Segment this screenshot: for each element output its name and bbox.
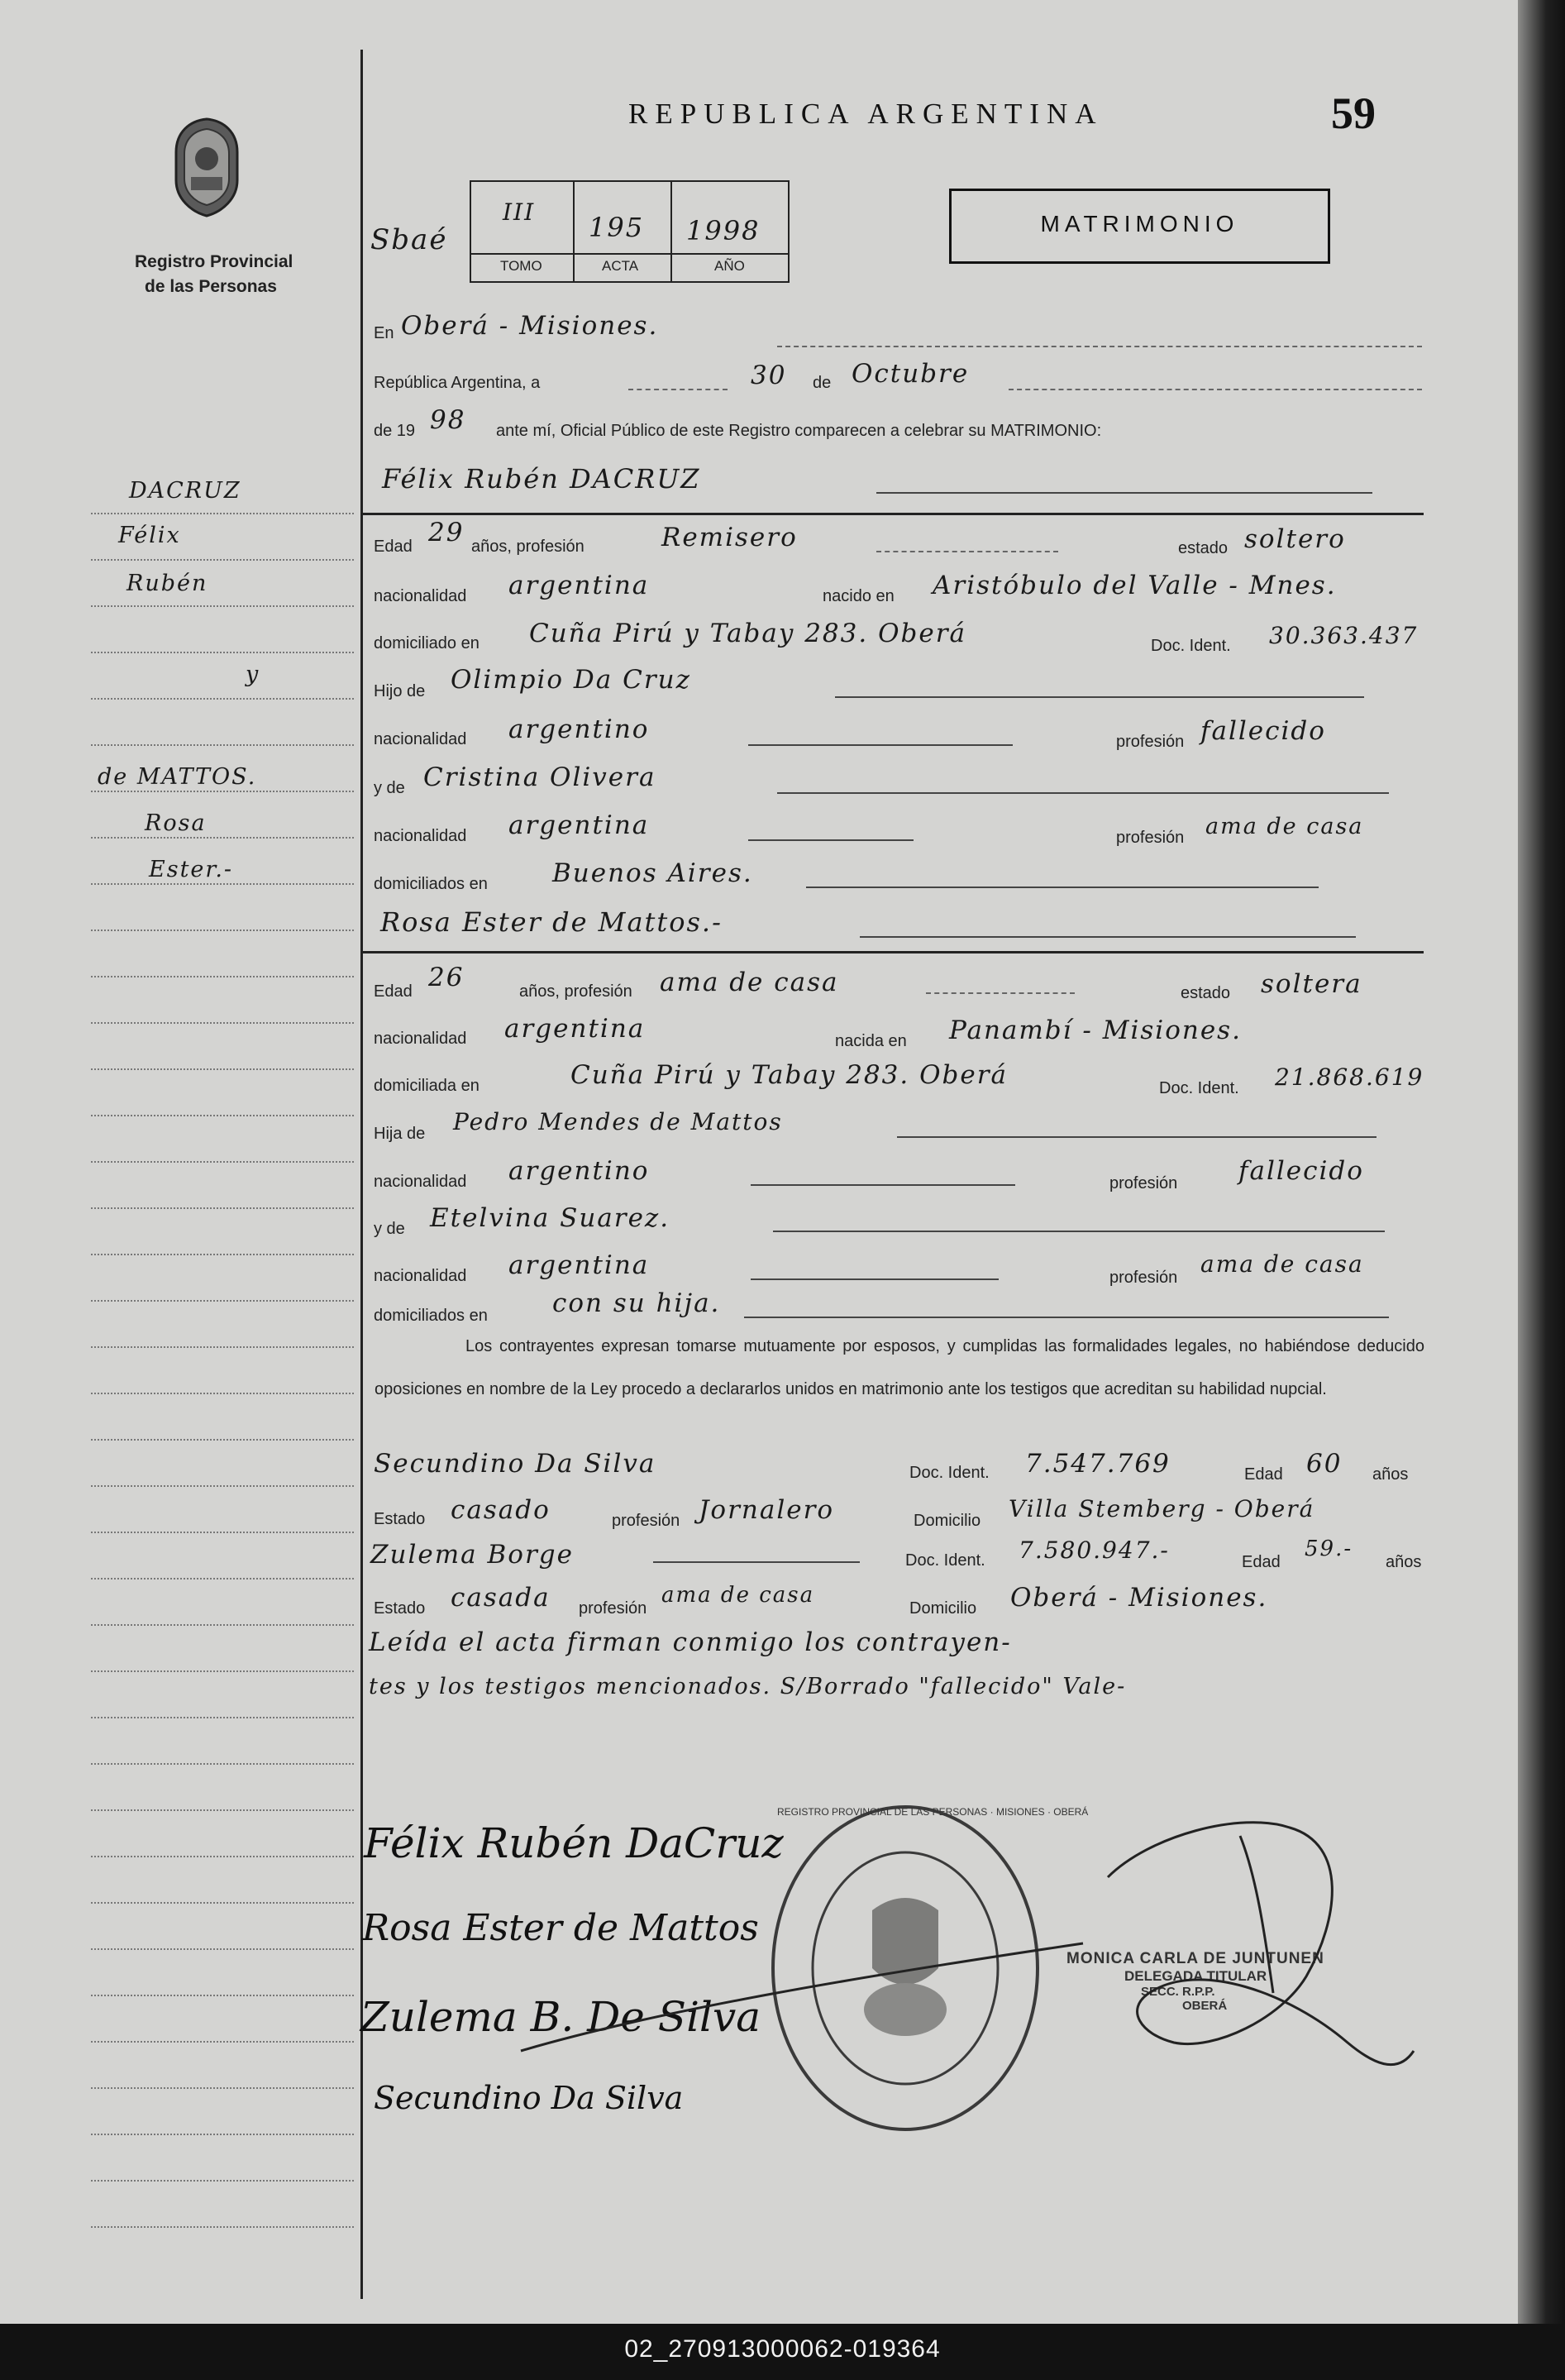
- witness2-profession: ama de casa: [661, 1583, 815, 1608]
- margin-ruled-line: [91, 837, 354, 839]
- margin-ruled-line: [91, 1207, 354, 1209]
- margin-ruled-line: [91, 1856, 354, 1857]
- bride-father-profession: fallecido: [1238, 1156, 1364, 1186]
- bride-doc-label: Doc. Ident.: [1159, 1079, 1239, 1097]
- groom-full-name: Félix Rubén DACRUZ: [382, 463, 701, 495]
- footer-id: 02_270913000062-019364: [624, 2335, 941, 2363]
- groom-parents-address-label: domiciliados en: [374, 875, 488, 893]
- registry-name-line1: Registro Provincial: [135, 252, 293, 271]
- witness1-profession: Jornalero: [699, 1495, 835, 1525]
- bride-father-profession-label: profesión: [1109, 1174, 1178, 1192]
- ano-label: AÑO: [714, 258, 745, 274]
- bride-father: Pedro Mendes de Mattos: [453, 1108, 783, 1135]
- bride-mother-label: y de: [374, 1220, 405, 1238]
- margin-ruled-line: [91, 744, 354, 746]
- bride-father-label: Hija de: [374, 1125, 426, 1143]
- acta-value: 195: [589, 212, 645, 243]
- witness2-status-label: Estado: [374, 1599, 426, 1618]
- margin-ruled-line: [91, 698, 354, 700]
- groom-age-label: Edad: [374, 538, 413, 556]
- initial-signature: Sbaé: [370, 223, 448, 256]
- bride-address-label: domiciliada en: [374, 1077, 480, 1095]
- margin-ruled-line: [91, 930, 354, 931]
- witness2-doc: 7.580.947.-: [1019, 1536, 1170, 1564]
- witness1-doc-label: Doc. Ident.: [909, 1464, 990, 1482]
- margin-ruled-line: [91, 1393, 354, 1394]
- bride-mother-profession: ama de casa: [1200, 1250, 1364, 1278]
- signature-flourish: [513, 1927, 1091, 2076]
- margin-rule: [360, 50, 363, 2299]
- witness1-address-label: Domicilio: [914, 1512, 981, 1530]
- witness1-status-label: Estado: [374, 1510, 426, 1528]
- groom-mother-nationality-label: nacionalidad: [374, 827, 467, 845]
- margin-ruled-line: [91, 1115, 354, 1116]
- witness1-age: 60: [1306, 1449, 1343, 1479]
- margin-ruled-line: [91, 1532, 354, 1533]
- signature-bride: Rosa Ester de Mattos: [362, 1907, 759, 1949]
- margin-ruled-line: [91, 2134, 354, 2135]
- closing-line-1: Leída el acta firman conmigo los contrayen-: [369, 1627, 1012, 1657]
- republica-label: República Argentina, a: [374, 374, 541, 392]
- declaration-text: Los contrayentes expresan tomarse mutuamente por esposos, y cumplidas las formalidades legales, no habiéndose deducido oposiciones en nombre de la Ley procedo a declararlos unidos en matrimonio ante los testigos que acreditan su habilidad nupcial.: [375, 1337, 1424, 1398]
- bride-mother-profession-label: profesión: [1109, 1269, 1178, 1287]
- bride-parents-address-label: domiciliados en: [374, 1307, 488, 1325]
- country-title: REPUBLICA ARGENTINA: [628, 98, 1104, 130]
- witness2-profession-label: profesión: [579, 1599, 647, 1618]
- bride-status-label: estado: [1181, 984, 1231, 1002]
- witness1-name: Secundino Da Silva: [374, 1449, 656, 1479]
- bride-nationality-label: nacionalidad: [374, 1030, 467, 1048]
- groom-doc: 30.363.437: [1269, 622, 1419, 649]
- groom-age: 29: [428, 518, 465, 547]
- year-suffix: 98: [430, 405, 466, 435]
- margin-ruled-line: [91, 1300, 354, 1302]
- record-type-box: [949, 189, 1330, 264]
- margin-ruled-line: [91, 652, 354, 653]
- official-title: DELEGADA TITULAR: [1124, 1968, 1267, 1984]
- footer-bar: [0, 2324, 1565, 2380]
- bride-birthplace-label: nacida en: [835, 1032, 907, 1050]
- intro-text: ante mí, Oficial Público de este Registro comparecen a celebrar su MATRIMONIO:: [496, 422, 1102, 440]
- margin-ruled-line: [91, 976, 354, 977]
- witness2-address-label: Domicilio: [909, 1599, 977, 1618]
- margin-ruled-line: [91, 2087, 354, 2089]
- groom-address: Cuña Pirú y Tabay 283. Oberá: [529, 619, 966, 648]
- margin-ruled-line: [91, 2180, 354, 2182]
- groom-profession-label: años, profesión: [471, 538, 584, 556]
- witness2-age: 59.-: [1305, 1536, 1353, 1561]
- record-type-label: MATRIMONIO: [1040, 211, 1239, 237]
- groom-status-label: estado: [1178, 539, 1229, 557]
- margin-ruled-line: [91, 513, 354, 514]
- bride-parents-address: con su hija.: [552, 1288, 721, 1318]
- bride-birthplace: Panambí - Misiones.: [949, 1016, 1242, 1045]
- bride-age: 26: [428, 963, 465, 992]
- provincial-seal-icon: [169, 116, 244, 219]
- margin-bride-surname: de MATTOS.: [98, 764, 257, 790]
- witness2-name: Zulema Borge: [370, 1540, 574, 1570]
- groom-status: soltero: [1244, 524, 1346, 554]
- signature-witness1: Secundino Da Silva: [374, 2080, 684, 2116]
- acta-label: ACTA: [602, 258, 639, 274]
- groom-mother-label: y de: [374, 779, 405, 797]
- ano-value: 1998: [686, 215, 761, 246]
- margin-ruled-line: [91, 1578, 354, 1579]
- de-label: de: [813, 374, 832, 392]
- month-value: Octubre: [852, 359, 970, 389]
- margin-ruled-line: [91, 1485, 354, 1487]
- groom-doc-label: Doc. Ident.: [1151, 637, 1231, 655]
- margin-ruled-line: [91, 1902, 354, 1904]
- groom-father-profession-label: profesión: [1116, 733, 1185, 751]
- groom-mother-profession: ama de casa: [1205, 814, 1364, 839]
- witness1-doc: 7.547.769: [1025, 1449, 1171, 1479]
- groom-profession: Remisero: [661, 523, 798, 552]
- witness1-age-label: Edad: [1244, 1465, 1283, 1484]
- bride-address: Cuña Pirú y Tabay 283. Oberá: [570, 1060, 1008, 1090]
- page-edge: [1518, 0, 1565, 2324]
- groom-birthplace: Aristóbulo del Valle - Mnes.: [933, 571, 1337, 600]
- round-seal-text: REGISTRO PROVINCIAL DE LAS PERSONAS · MISIONES · OBERÁ: [777, 1806, 1089, 1818]
- witness1-address: Villa Stemberg - Oberá: [1009, 1495, 1315, 1522]
- bride-status: soltera: [1261, 969, 1362, 999]
- tomo-label: TOMO: [500, 258, 542, 274]
- witness1-status: casado: [451, 1495, 551, 1525]
- witness1-years-label: años: [1372, 1465, 1409, 1484]
- groom-nationality-label: nacionalidad: [374, 587, 467, 605]
- margin-ruled-line: [91, 883, 354, 885]
- groom-birthplace-label: nacido en: [823, 587, 895, 605]
- margin-ruled-line: [91, 1022, 354, 1024]
- margin-ruled-line: [91, 2041, 354, 2043]
- officer-signature-scribble: [1075, 1803, 1422, 2100]
- margin-groom-surname: DACRUZ: [129, 478, 241, 504]
- margin-ruled-line: [91, 1763, 354, 1765]
- bride-father-nationality-label: nacionalidad: [374, 1173, 467, 1191]
- bride-mother-nationality: argentina: [508, 1250, 650, 1280]
- margin-groom-name2: Rubén: [126, 571, 208, 596]
- margin-ruled-line: [91, 605, 354, 607]
- official-city: OBERÁ: [1182, 1999, 1228, 2013]
- witness2-address: Oberá - Misiones.: [1010, 1583, 1268, 1613]
- bride-full-name: Rosa Ester de Mattos.-: [380, 906, 723, 938]
- bride-age-label: Edad: [374, 982, 413, 1001]
- year-prefix: de 19: [374, 422, 416, 440]
- tomo-value: III: [503, 198, 536, 226]
- bride-profession-label: años, profesión: [519, 982, 632, 1001]
- groom-father: Olimpio Da Cruz: [451, 665, 691, 695]
- page-number: 59: [1331, 88, 1376, 138]
- registry-name-line2: de las Personas: [145, 277, 277, 296]
- groom-father-nationality-label: nacionalidad: [374, 730, 467, 748]
- margin-ruled-line: [91, 559, 354, 561]
- signature-witness2: Zulema B. De Silva: [360, 1993, 761, 2041]
- official-section: SECC. R.P.P.: [1141, 1985, 1215, 1999]
- margin-ruled-line: [91, 1346, 354, 1348]
- margin-ruled-line: [91, 1948, 354, 1950]
- groom-parents-address: Buenos Aires.: [552, 858, 753, 888]
- place-value: Oberá - Misiones.: [401, 311, 659, 341]
- closing-line-2: tes y los testigos mencionados. S/Borrado "fallecido" Vale-: [369, 1674, 1127, 1699]
- groom-mother-nationality: argentina: [508, 810, 650, 840]
- margin-ruled-line: [91, 1809, 354, 1811]
- margin-ruled-line: [91, 1670, 354, 1672]
- margin-ruled-line: [91, 1068, 354, 1070]
- margin-ruled-line: [91, 791, 354, 792]
- witness2-years-label: años: [1386, 1553, 1422, 1571]
- day-value: 30: [751, 361, 787, 390]
- groom-mother: Cristina Olivera: [423, 762, 656, 792]
- groom-mother-profession-label: profesión: [1116, 829, 1185, 847]
- official-name: MONICA CARLA DE JUNTUNEN: [1066, 1950, 1324, 1967]
- groom-father-nationality: argentino: [508, 714, 650, 744]
- margin-ruled-line: [91, 1717, 354, 1718]
- margin-ruled-line: [91, 1254, 354, 1255]
- bride-father-nationality: argentino: [508, 1156, 650, 1186]
- witness2-age-label: Edad: [1242, 1553, 1281, 1571]
- groom-father-label: Hijo de: [374, 682, 426, 700]
- groom-address-label: domiciliado en: [374, 634, 480, 652]
- signature-groom: Félix Rubén DaCruz: [364, 1819, 784, 1867]
- bride-doc: 21.868.619: [1275, 1063, 1424, 1091]
- groom-father-profession: fallecido: [1200, 716, 1326, 746]
- witness1-profession-label: profesión: [612, 1512, 680, 1530]
- en-label: En: [374, 324, 394, 342]
- margin-ruled-line: [91, 1995, 354, 1996]
- margin-ruled-line: [91, 1161, 354, 1163]
- margin-ruled-line: [91, 1624, 354, 1626]
- bride-profession: ama de casa: [660, 968, 839, 997]
- margin-bride-name2: Ester.-: [149, 857, 234, 882]
- margin-bride-name1: Rosa: [145, 810, 207, 836]
- bride-mother-nationality-label: nacionalidad: [374, 1267, 467, 1285]
- witness2-status: casada: [451, 1583, 551, 1613]
- bride-nationality: argentina: [504, 1014, 646, 1044]
- groom-nationality: argentina: [508, 571, 650, 600]
- margin-conjunction: y: [246, 662, 260, 687]
- witness2-doc-label: Doc. Ident.: [905, 1551, 985, 1570]
- margin-groom-name1: Félix: [118, 523, 181, 548]
- margin-ruled-line: [91, 2226, 354, 2228]
- margin-ruled-line: [91, 1439, 354, 1441]
- bride-mother: Etelvina Suarez.: [430, 1203, 670, 1233]
